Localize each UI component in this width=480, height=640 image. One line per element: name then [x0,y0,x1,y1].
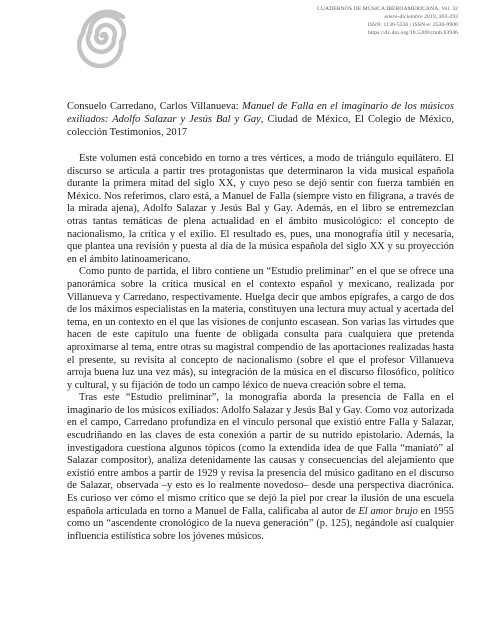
journal-logo [71,4,135,68]
journal-issn: ISSN: 1136-5536 | ISSN-e: 2530-9900 [367,22,458,28]
book-title: Manuel de Falla en el imaginario de los músicos exiliados: Adolfo Salazar y Jesús Bal y Gay [67,101,454,126]
citation-publication: , Ciudad de México, El Colegio de México, colección Testimonios, 2017 [67,114,454,139]
journal-header [248,5,458,37]
paragraph-3 [67,392,454,543]
paragraph-1: Este volumen está concebido en torno a tres vértices, a modo de triángulo equilátero. El discurso se articula a partir tres protagonistas que determinaron la vida musical española durante la primera mitad del siglo XX, y cuyo peso se dejó sentir con fuerza también en México. Nos referimos, claro está, a Manuel de Falla (siempre visto en filigrana, a través de la mirada ajena), Adolfo Salazar y Jesús Bal y Gay. Además, en el libro se entremezclan otras tantas temáticas de plena actualidad en el ámbito musicológico: el concepto de nacionalismo, la crítica y el exilio. El resultado es, pues, una monografía útil y necesaria, que plantea una revisión y puesta al día de la música española del siglo XX y su proyección en el ámbito latinoamericano. [67,153,454,265]
paragraph-3-after: en 1955 como un “ascendente cronológico de la nueva generación” (p. 125), negándole así cualquier influencia estilística sobre los jóvenes músicos. [67,505,454,542]
paragraph-2: Como punto de partida, el libro contiene un “Estudio preliminar” en el que se ofrece una panorámica sobre la crítica musical en el contexto español y mexicano, realizada por Villanueva y Carredano, respectivamente. Huelga decir que ambos epígrafes, a cargo de dos de los máximos especialistas en la materia, constituyen una lectura muy actual y acertada del tema, en un contexto en el que las visiones de conjunto escasean. Son varias las virtudes que hacen de este capítulo una fuente de obligada consulta para cualquiera que pretenda aproximarse al tema, entre otras su magistral compendio de las aportaciones realizadas hasta el presente, su revisita al concepto de nacionalismo (sobre el que el profesor Villanueva arroja buena luz una vez más), su integración de la música en el discurso filosófico, político y cultural, y su fijación de todo un campo léxico de nueva creación sobre el tema. [67,266,454,391]
spiral-mark [79,12,124,66]
book-citation [67,100,454,140]
journal-doi[interactable]: https://dx.doi.org/10.5209/cmib.63946 [368,30,458,36]
journal-name: CUADERNOS DE MÚSICA IBEROAMERICANA. Vol. 32 [317,6,458,12]
journal-issue: enero-diciembre 2019, 303-393 [384,14,458,20]
paragraph-3-before: Tras este “Estudio preliminar”, la monografía aborda la presencia de Falla en el imaginario de los músicos exiliados: Adolfo Salazar y Jesús Bal y Gay. Como voz autorizada en el campo, Carredano profundiza en el vínculo personal que existió entre Falla y Salazar, escudriñando en las claves de esta conexión a partir de su nutrido epistolario. Además, la investigadora cuestiona algunos tópicos (como la extendida idea de que Falla “maniató” al Salazar compositor), analiza detenidamente las causas y consecuencias del alejamiento que existió entre ambos a partir de 1929 y revisa la presencia del músico gaditano en el discurso de Salazar, observada –y esto es lo realmente novedoso– desde una perspectiva diacrónica. Es curioso ver cómo el mismo crítico que se dejó la piel por crear la ilusión de una escuela española articulada en torno a Manuel de Falla, calificaba al autor de [67,392,454,517]
citation-authors: Consuelo Carredano, Carlos Villanueva: [67,101,243,112]
review-body [67,153,454,543]
work-title: El amor brujo [358,505,418,517]
